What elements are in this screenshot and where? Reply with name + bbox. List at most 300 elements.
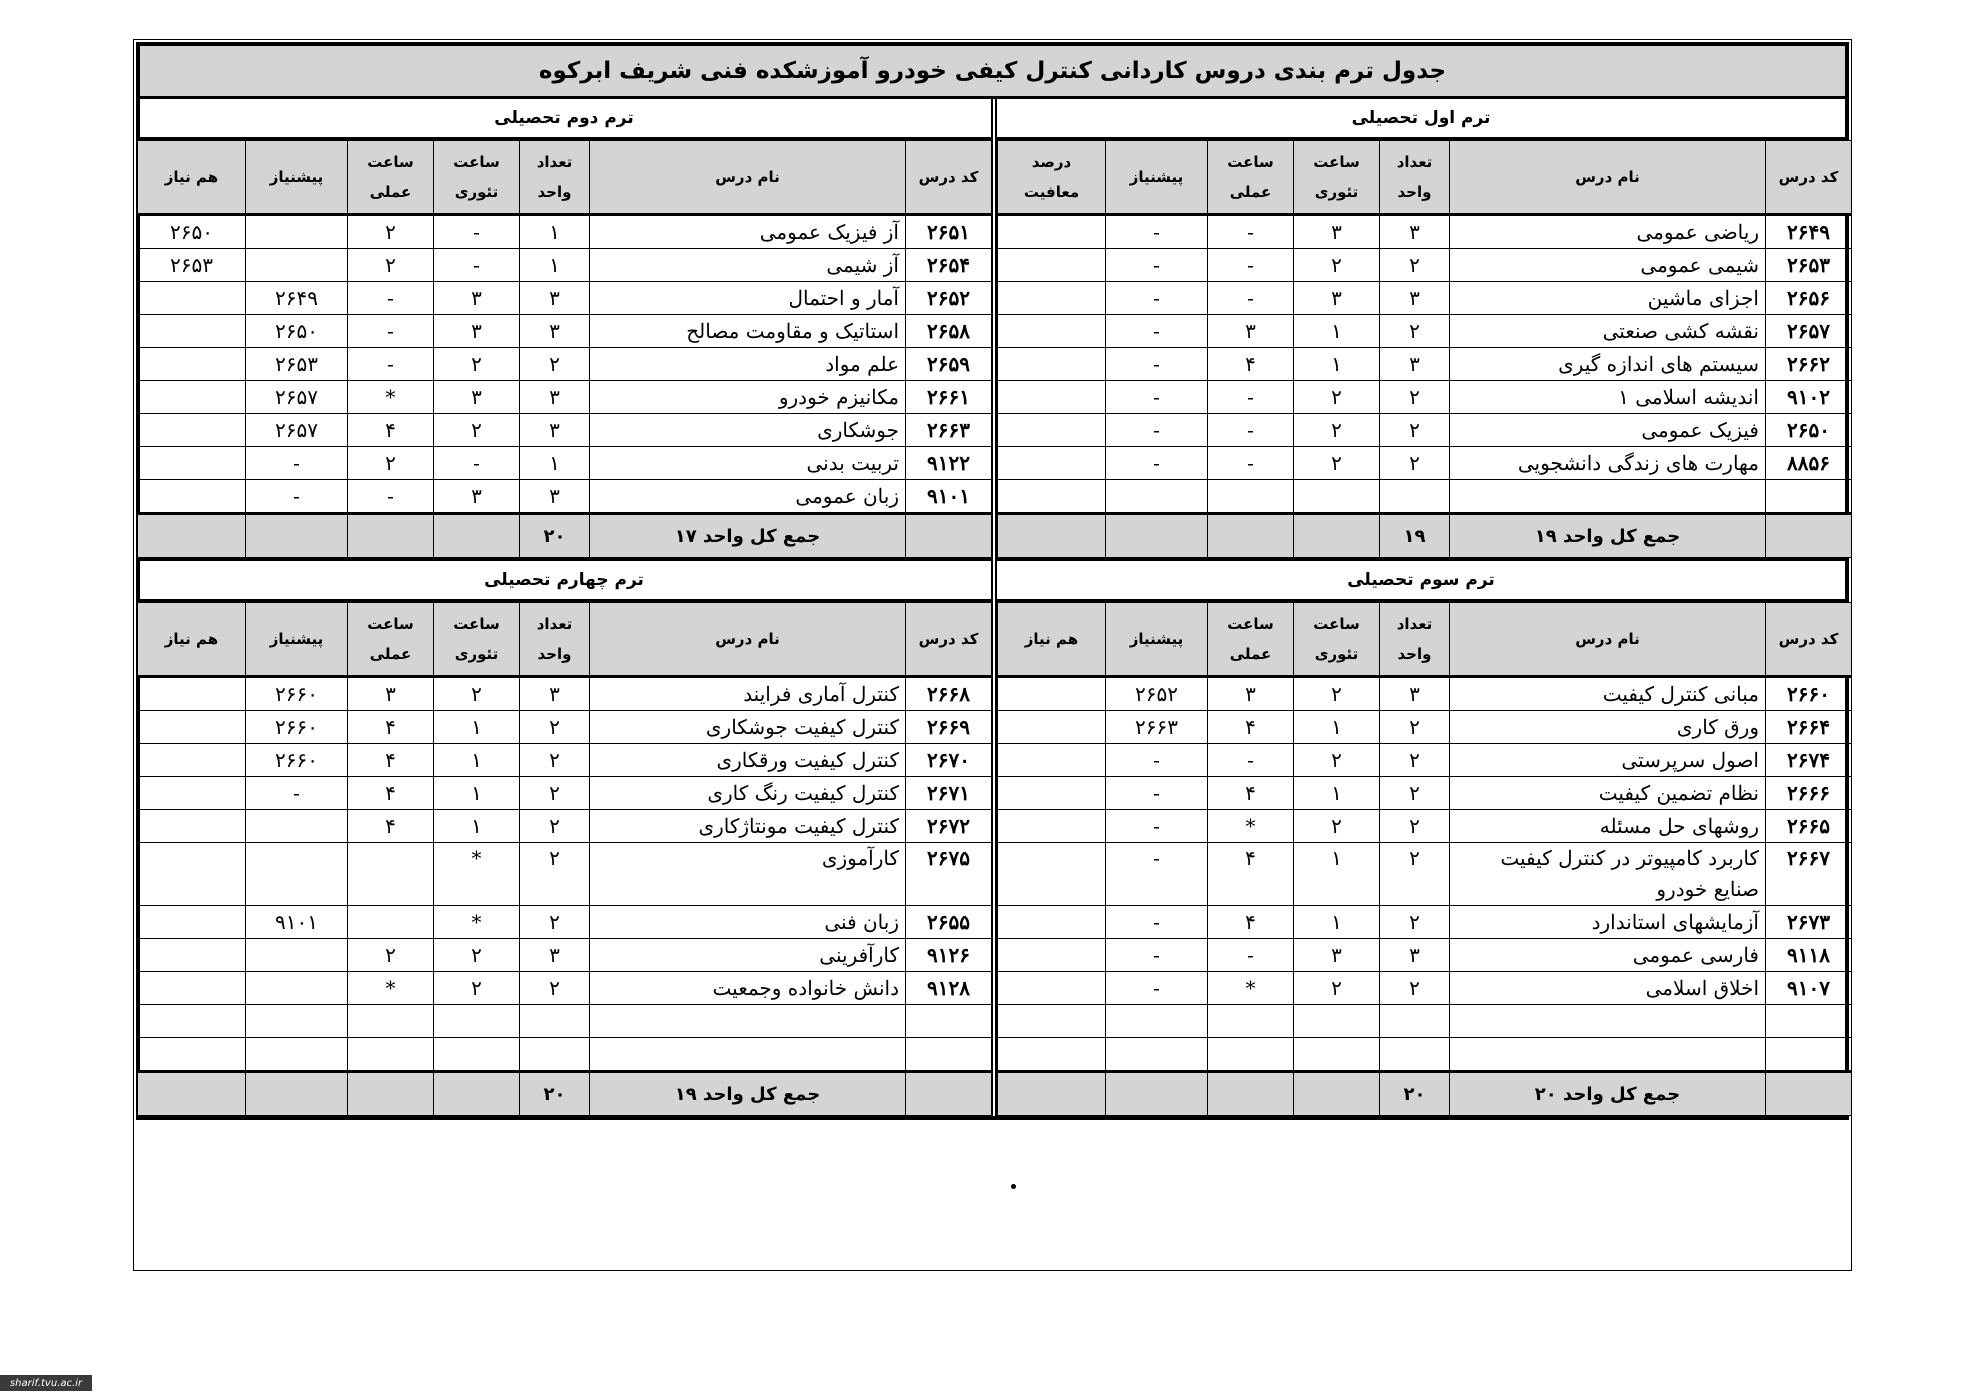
- cell-code: ۲۶۵۹: [906, 348, 992, 381]
- cell-code: ۹۱۲۸: [906, 972, 992, 1005]
- table-row: [138, 843, 992, 906]
- table-row: [998, 843, 1852, 906]
- cell-units: ۲: [1380, 447, 1450, 480]
- col-header-practical: ساعت عملی: [1208, 603, 1294, 677]
- col-header-units: تعداد واحد: [1380, 141, 1450, 215]
- total-empty-cell: [998, 1072, 1106, 1116]
- cell-name: دانش خانواده وجمعیت: [590, 972, 906, 1005]
- cell-practical: ۳: [348, 677, 434, 711]
- cell-theory: ۲: [1294, 677, 1380, 711]
- cell-prereq: -: [1106, 810, 1208, 843]
- col-header-theory: ساعت تئوری: [434, 603, 520, 677]
- cell-code: ۹۱۱۸: [1766, 939, 1852, 972]
- cell-name: زبان عمومی: [590, 480, 906, 514]
- cell-coreq: [138, 348, 246, 381]
- cell-units: [1380, 1038, 1450, 1072]
- cell-name: ورق کاری: [1450, 711, 1766, 744]
- cell-code: ۲۶۷۰: [906, 744, 992, 777]
- cell-code: ۲۶۵۲: [906, 282, 992, 315]
- cell-theory: [434, 1005, 520, 1038]
- term-4-table: [137, 602, 992, 1116]
- cell-practical: -: [348, 348, 434, 381]
- cell-theory: [1294, 1038, 1380, 1072]
- cell-prereq: -: [1106, 939, 1208, 972]
- cell-theory: ۱: [1294, 906, 1380, 939]
- cell-coreq: [138, 315, 246, 348]
- cell-practical: [348, 843, 434, 906]
- term-2-table: [137, 140, 992, 558]
- cell-code: ۲۶۷۱: [906, 777, 992, 810]
- page-dot: [1011, 1184, 1016, 1189]
- cell-theory: ۲: [1294, 414, 1380, 447]
- page-title: جدول ترم بندی دروس کاردانی کنترل کیفی خودرو آموزشکده فنی شریف ابرکوه: [140, 46, 1845, 99]
- cell-prereq: ۲۶۶۰: [246, 744, 348, 777]
- cell-theory: ۳: [434, 381, 520, 414]
- terms-row-bottom: [140, 558, 1845, 1116]
- cell-prereq: [1106, 1038, 1208, 1072]
- total-row: [138, 1072, 992, 1116]
- total-units: ۱۹: [1380, 514, 1450, 558]
- cell-coreq: [998, 315, 1106, 348]
- cell-code: ۹۱۰۷: [1766, 972, 1852, 1005]
- cell-code: ۲۶۵۰: [1766, 414, 1852, 447]
- col-header-coreq: هم نیاز: [138, 141, 246, 215]
- cell-prereq: -: [1106, 414, 1208, 447]
- cell-practical: -: [1208, 282, 1294, 315]
- cell-name: مکانیزم خودرو: [590, 381, 906, 414]
- cell-units: ۳: [1380, 348, 1450, 381]
- cell-prereq: ۲۶۵۳: [246, 348, 348, 381]
- cell-coreq: [138, 1005, 246, 1038]
- cell-code: ۲۶۵۴: [906, 249, 992, 282]
- term-3-table: [997, 602, 1852, 1116]
- table-row: [998, 906, 1852, 939]
- cell-theory: ۱: [434, 711, 520, 744]
- table-row: [138, 249, 992, 282]
- cell-units: ۲: [520, 711, 590, 744]
- col-header-practical: ساعت عملی: [1208, 141, 1294, 215]
- cell-coreq: [138, 972, 246, 1005]
- cell-name: ریاضی عمومی: [1450, 215, 1766, 249]
- cell-coreq: [998, 414, 1106, 447]
- col-header-code: کد درس: [906, 141, 992, 215]
- col-header-name: نام درس: [590, 141, 906, 215]
- col-header-code: کد درس: [1766, 141, 1852, 215]
- cell-code: ۲۶۵۷: [1766, 315, 1852, 348]
- cell-code: ۲۶۷۴: [1766, 744, 1852, 777]
- cell-theory: ۱: [434, 777, 520, 810]
- table-row: [998, 777, 1852, 810]
- cell-coreq: [998, 939, 1106, 972]
- cell-coreq: [138, 711, 246, 744]
- cell-name: آمار و احتمال: [590, 282, 906, 315]
- total-empty-cell: [434, 1072, 520, 1116]
- cell-practical: ۴: [348, 810, 434, 843]
- cell-code: ۲۶۶۲: [1766, 348, 1852, 381]
- col-header-prereq: پیشنیاز: [246, 603, 348, 677]
- cell-units: ۳: [1380, 939, 1450, 972]
- cell-theory: ۲: [434, 972, 520, 1005]
- cell-coreq: [138, 677, 246, 711]
- cell-code: ۲۶۶۸: [906, 677, 992, 711]
- cell-theory: ۱: [1294, 711, 1380, 744]
- cell-coreq: ۲۶۵۰: [138, 215, 246, 249]
- cell-units: ۲: [1380, 381, 1450, 414]
- cell-practical: -: [1208, 939, 1294, 972]
- cell-theory: *: [434, 906, 520, 939]
- cell-name: سیستم های اندازه گیری: [1450, 348, 1766, 381]
- cell-theory: ۳: [434, 282, 520, 315]
- total-empty-cell: [906, 514, 992, 558]
- col-header-units: تعداد واحد: [520, 141, 590, 215]
- table-row: [998, 744, 1852, 777]
- site-badge: sharif.tvu.ac.ir: [0, 1375, 92, 1391]
- col-header-practical: ساعت عملی: [348, 141, 434, 215]
- cell-prereq: ۲۶۶۰: [246, 677, 348, 711]
- cell-prereq: -: [1106, 315, 1208, 348]
- cell-coreq: [138, 282, 246, 315]
- cell-prereq: [246, 249, 348, 282]
- cell-units: ۲: [1380, 744, 1450, 777]
- cell-theory: ۲: [1294, 744, 1380, 777]
- term-3: [991, 558, 1845, 1116]
- cell-theory: ۱: [1294, 843, 1380, 906]
- total-empty-cell: [1766, 514, 1852, 558]
- cell-units: ۲: [1380, 972, 1450, 1005]
- cell-units: ۲: [520, 348, 590, 381]
- cell-practical: -: [1208, 215, 1294, 249]
- table-row: [998, 972, 1852, 1005]
- term-1: [991, 99, 1845, 558]
- cell-prereq: -: [1106, 381, 1208, 414]
- cell-coreq: [998, 810, 1106, 843]
- total-empty-cell: [348, 1072, 434, 1116]
- cell-name: کاربرد کامپیوتر در کنترل کیفیت صنایع خودرو: [1450, 843, 1766, 906]
- total-empty-cell: [1766, 1072, 1852, 1116]
- cell-units: [1380, 1005, 1450, 1038]
- cell-practical: ۴: [348, 777, 434, 810]
- cell-units: ۳: [1380, 215, 1450, 249]
- cell-code: ۲۶۵۵: [906, 906, 992, 939]
- total-empty-cell: [998, 514, 1106, 558]
- cell-code: ۲۶۵۱: [906, 215, 992, 249]
- col-header-coreq: درصد معافیت: [998, 141, 1106, 215]
- cell-units: ۲: [520, 906, 590, 939]
- cell-practical: ۴: [348, 414, 434, 447]
- cell-units: ۲: [1380, 777, 1450, 810]
- cell-code: ۹۱۲۶: [906, 939, 992, 972]
- cell-practical: ۴: [1208, 777, 1294, 810]
- cell-code: ۲۶۶۰: [1766, 677, 1852, 711]
- cell-coreq: [998, 843, 1106, 906]
- cell-name: روشهای حل مسئله: [1450, 810, 1766, 843]
- cell-theory: ۳: [1294, 282, 1380, 315]
- cell-prereq: -: [1106, 447, 1208, 480]
- cell-practical: -: [348, 480, 434, 514]
- cell-prereq: [1106, 480, 1208, 514]
- cell-units: ۱: [520, 249, 590, 282]
- cell-units: ۲: [1380, 414, 1450, 447]
- total-empty-cell: [246, 514, 348, 558]
- cell-code: ۲۶۷۲: [906, 810, 992, 843]
- cell-name: زبان فنی: [590, 906, 906, 939]
- cell-name: [1450, 1005, 1766, 1038]
- cell-name: جوشکاری: [590, 414, 906, 447]
- col-header-coreq: هم نیاز: [138, 603, 246, 677]
- cell-practical: [348, 1038, 434, 1072]
- cell-units: [520, 1005, 590, 1038]
- table-row: [138, 810, 992, 843]
- total-label: جمع کل واحد ۱۷: [590, 514, 906, 558]
- total-empty-cell: [1208, 1072, 1294, 1116]
- cell-theory: ۱: [1294, 315, 1380, 348]
- cell-prereq: -: [1106, 843, 1208, 906]
- cell-prereq: -: [246, 777, 348, 810]
- cell-practical: ۴: [348, 711, 434, 744]
- cell-code: ۲۶۵۳: [1766, 249, 1852, 282]
- cell-prereq: [246, 1005, 348, 1038]
- cell-practical: -: [1208, 381, 1294, 414]
- cell-coreq: [138, 447, 246, 480]
- cell-coreq: [138, 777, 246, 810]
- cell-theory: ۳: [434, 480, 520, 514]
- cell-code: ۲۶۵۸: [906, 315, 992, 348]
- cell-practical: -: [348, 315, 434, 348]
- cell-coreq: [138, 810, 246, 843]
- cell-coreq: [138, 1038, 246, 1072]
- cell-coreq: [998, 972, 1106, 1005]
- cell-coreq: [998, 777, 1106, 810]
- cell-name: [590, 1005, 906, 1038]
- cell-code: ۲۶۶۵: [1766, 810, 1852, 843]
- table-row: [998, 1005, 1852, 1038]
- term-4-heading: ترم چهارم تحصیلی: [137, 558, 991, 602]
- col-header-theory: ساعت تئوری: [1294, 141, 1380, 215]
- cell-units: ۳: [520, 480, 590, 514]
- term-1-table: [997, 140, 1852, 558]
- total-label: جمع کل واحد ۱۹: [590, 1072, 906, 1116]
- cell-practical: [348, 1005, 434, 1038]
- cell-name: کنترل آماری فرایند: [590, 677, 906, 711]
- cell-coreq: [998, 1038, 1106, 1072]
- cell-name: نظام تضمین کیفیت: [1450, 777, 1766, 810]
- cell-prereq: ۲۶۴۹: [246, 282, 348, 315]
- cell-code: ۲۶۶۹: [906, 711, 992, 744]
- table-row: [998, 711, 1852, 744]
- cell-name: کارآموزی: [590, 843, 906, 906]
- header-row: [998, 603, 1852, 677]
- cell-prereq: -: [1106, 744, 1208, 777]
- cell-theory: ۱: [434, 744, 520, 777]
- cell-name: استاتیک و مقاومت مصالح: [590, 315, 906, 348]
- cell-prereq: -: [1106, 215, 1208, 249]
- cell-units: ۲: [1380, 249, 1450, 282]
- cell-theory: *: [434, 843, 520, 906]
- term-2-heading: ترم دوم تحصیلی: [137, 99, 991, 140]
- cell-name: کنترل کیفیت رنگ کاری: [590, 777, 906, 810]
- cell-theory: [434, 1038, 520, 1072]
- cell-theory: ۲: [434, 939, 520, 972]
- cell-prereq: -: [1106, 906, 1208, 939]
- table-row: [138, 744, 992, 777]
- cell-theory: ۲: [1294, 810, 1380, 843]
- cell-theory: ۲: [1294, 381, 1380, 414]
- cell-coreq: [138, 906, 246, 939]
- cell-prereq: ۲۶۵۷: [246, 414, 348, 447]
- cell-theory: -: [434, 249, 520, 282]
- cell-theory: ۲: [1294, 249, 1380, 282]
- table-row: [138, 480, 992, 514]
- cell-prereq: ۲۶۵۰: [246, 315, 348, 348]
- cell-name: آزمایشهای استاندارد: [1450, 906, 1766, 939]
- cell-theory: ۲: [434, 348, 520, 381]
- table-row: [998, 810, 1852, 843]
- cell-units: [520, 1038, 590, 1072]
- table-row: [998, 381, 1852, 414]
- cell-practical: ۴: [1208, 843, 1294, 906]
- table-row: [138, 1038, 992, 1072]
- table-row: [998, 480, 1852, 514]
- cell-practical: -: [1208, 249, 1294, 282]
- cell-prereq: [246, 215, 348, 249]
- cell-name: اخلاق اسلامی: [1450, 972, 1766, 1005]
- cell-practical: ۴: [348, 744, 434, 777]
- cell-code: [1766, 1038, 1852, 1072]
- cell-code: ۹۱۰۱: [906, 480, 992, 514]
- cell-practical: ۲: [348, 447, 434, 480]
- cell-name: شیمی عمومی: [1450, 249, 1766, 282]
- cell-code: ۲۶۴۹: [1766, 215, 1852, 249]
- term-2: [137, 99, 991, 558]
- cell-code: ۲۶۶۴: [1766, 711, 1852, 744]
- total-empty-cell: [1106, 1072, 1208, 1116]
- col-header-code: کد درس: [906, 603, 992, 677]
- cell-units: ۳: [520, 414, 590, 447]
- cell-coreq: [138, 843, 246, 906]
- cell-prereq: [246, 939, 348, 972]
- table-row: [998, 282, 1852, 315]
- cell-prereq: [246, 843, 348, 906]
- cell-prereq: ۲۶۵۷: [246, 381, 348, 414]
- cell-practical: -: [1208, 414, 1294, 447]
- cell-prereq: -: [1106, 249, 1208, 282]
- cell-coreq: [138, 381, 246, 414]
- cell-theory: ۱: [1294, 348, 1380, 381]
- cell-name: کنترل کیفیت ورقکاری: [590, 744, 906, 777]
- total-empty-cell: [246, 1072, 348, 1116]
- cell-theory: ۲: [434, 414, 520, 447]
- cell-code: ۸۸۵۶: [1766, 447, 1852, 480]
- table-row: [138, 711, 992, 744]
- cell-practical: *: [1208, 810, 1294, 843]
- cell-name: نقشه کشی صنعتی: [1450, 315, 1766, 348]
- cell-name: تربیت بدنی: [590, 447, 906, 480]
- cell-practical: [1208, 1005, 1294, 1038]
- cell-coreq: [998, 249, 1106, 282]
- cell-name: اندیشه اسلامی ۱: [1450, 381, 1766, 414]
- cell-prereq: -: [1106, 348, 1208, 381]
- table-row: [998, 315, 1852, 348]
- cell-coreq: [998, 906, 1106, 939]
- cell-coreq: [998, 447, 1106, 480]
- col-header-code: کد درس: [1766, 603, 1852, 677]
- cell-name: کنترل کیفیت جوشکاری: [590, 711, 906, 744]
- total-empty-cell: [1294, 1072, 1380, 1116]
- col-header-theory: ساعت تئوری: [434, 141, 520, 215]
- header-row: [138, 141, 992, 215]
- cell-practical: -: [1208, 447, 1294, 480]
- cell-practical: ۲: [348, 249, 434, 282]
- cell-prereq: -: [1106, 777, 1208, 810]
- table-row: [138, 414, 992, 447]
- cell-code: ۲۶۷۵: [906, 843, 992, 906]
- cell-theory: -: [434, 447, 520, 480]
- cell-name: اصول سرپرستی: [1450, 744, 1766, 777]
- course-schedule-table: [136, 42, 1849, 1120]
- cell-practical: *: [348, 381, 434, 414]
- cell-theory: ۳: [434, 315, 520, 348]
- cell-name: مهارت های زندگی دانشجویی: [1450, 447, 1766, 480]
- cell-code: ۲۶۶۱: [906, 381, 992, 414]
- table-row: [138, 677, 992, 711]
- cell-units: ۳: [520, 282, 590, 315]
- col-header-theory: ساعت تئوری: [1294, 603, 1380, 677]
- total-units: ۲۰: [1380, 1072, 1450, 1116]
- cell-theory: ۲: [1294, 972, 1380, 1005]
- cell-code: ۹۱۰۲: [1766, 381, 1852, 414]
- total-empty-cell: [1208, 514, 1294, 558]
- cell-code: [906, 1005, 992, 1038]
- cell-units: ۲: [1380, 906, 1450, 939]
- table-row: [998, 1038, 1852, 1072]
- cell-theory: [1294, 1005, 1380, 1038]
- col-header-units: تعداد واحد: [1380, 603, 1450, 677]
- cell-coreq: ۲۶۵۳: [138, 249, 246, 282]
- header-row: [138, 603, 992, 677]
- cell-code: ۲۶۶۶: [1766, 777, 1852, 810]
- table-row: [138, 348, 992, 381]
- cell-units: ۳: [520, 677, 590, 711]
- col-header-name: نام درس: [590, 603, 906, 677]
- cell-prereq: ۹۱۰۱: [246, 906, 348, 939]
- total-empty-cell: [434, 514, 520, 558]
- cell-prereq: [246, 1038, 348, 1072]
- total-empty-cell: [348, 514, 434, 558]
- cell-units: ۱: [520, 215, 590, 249]
- cell-practical: [1208, 480, 1294, 514]
- cell-practical: [1208, 1038, 1294, 1072]
- col-header-practical: ساعت عملی: [348, 603, 434, 677]
- cell-name: فیزیک عمومی: [1450, 414, 1766, 447]
- cell-practical: ۴: [1208, 348, 1294, 381]
- cell-code: [1766, 480, 1852, 514]
- cell-practical: ۴: [1208, 711, 1294, 744]
- col-header-prereq: پیشنیاز: [1106, 141, 1208, 215]
- cell-coreq: [998, 282, 1106, 315]
- cell-theory: ۱: [1294, 777, 1380, 810]
- total-empty-cell: [906, 1072, 992, 1116]
- cell-units: ۳: [520, 381, 590, 414]
- term-1-heading: ترم اول تحصیلی: [997, 99, 1845, 140]
- cell-practical: *: [1208, 972, 1294, 1005]
- header-row: [998, 141, 1852, 215]
- total-empty-cell: [1294, 514, 1380, 558]
- cell-practical: ۲: [348, 215, 434, 249]
- table-row: [998, 414, 1852, 447]
- cell-units: ۳: [1380, 677, 1450, 711]
- cell-name: [590, 1038, 906, 1072]
- cell-practical: ۳: [1208, 315, 1294, 348]
